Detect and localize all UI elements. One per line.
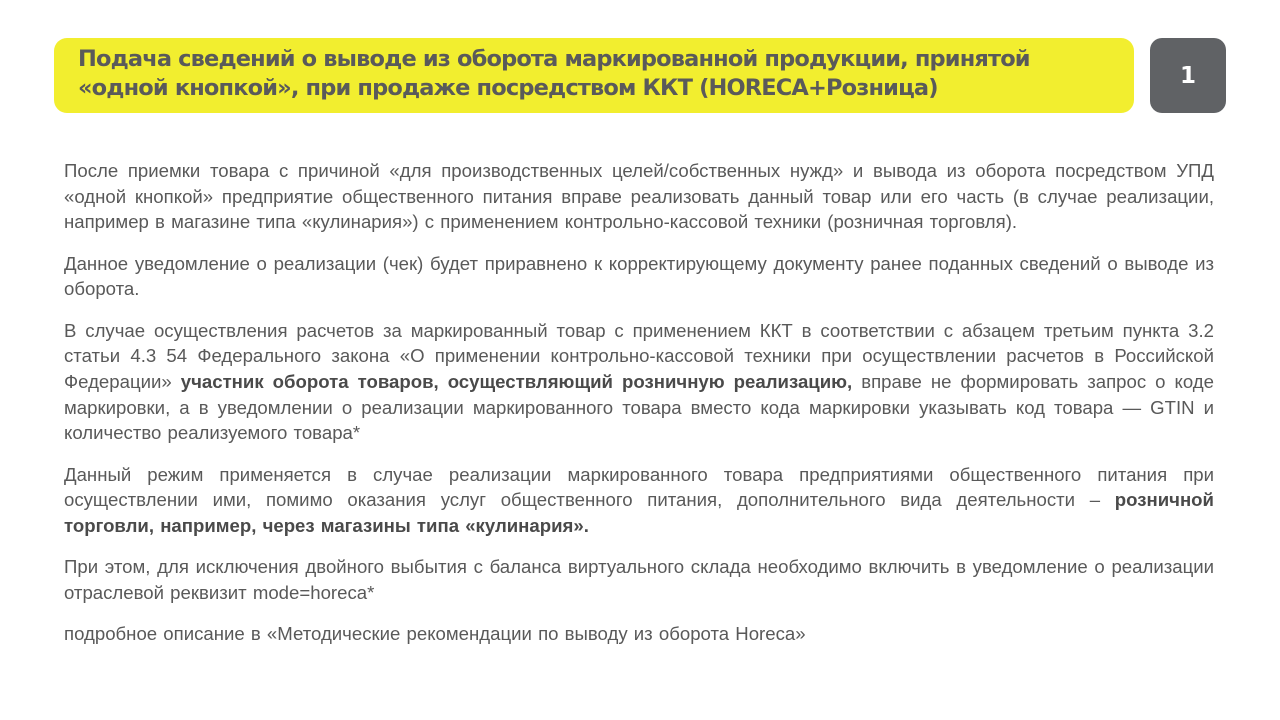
page-number-badge (1150, 38, 1226, 113)
paragraph-4 (64, 462, 1214, 539)
page-title-line-2: «одной кнопкой», при продаже посредством ККТ (HORECA+Розница) (78, 75, 938, 101)
paragraph-3-emphasis: участник оборота товаров, осуществляющий розничную реализацию, (180, 370, 853, 392)
paragraph-6: подробное описание в «Методические рекомендации по выводу из оборота Horeca» (64, 623, 806, 645)
page-title-line-1: Подача сведений о выводе из оборота маркированной продукции, принятой (78, 46, 1030, 72)
paragraph-3-text: В случае осуществления расчетов за маркированный товар с применением ККТ в соответствии с абзацем третьим пункта 3.2 статьи 4.3 54 Федерального закона «О применении контрольно-кассовой техники при осуществлении расчетов в Российской Федерации» (64, 319, 1214, 392)
paragraph-1: После приемки товара с причиной «для производственных целей/собственных нужд» и вывода из оборота посредством УПД «одной кнопкой» предприятие общественного питания вправе реализовать данный товар или его часть (в случае реализации, например в магазине типа «кулинария») с применением контрольно-кассовой техники (розничная торговля). (64, 160, 1214, 233)
paragraph-4-emphasis: розничной торговли, например, через магазины типа «кулинария». (64, 489, 1214, 536)
paragraph-3 (64, 318, 1214, 447)
title-banner (54, 38, 1134, 113)
body-text (64, 158, 1214, 662)
paragraph-2: Данное уведомление о реализации (чек) будет приравнено к корректирующему документу ранее поданных сведений о выводе из оборота. (64, 252, 1214, 300)
paragraph-4-text: Данный режим применяется в случае реализации маркированного товара предприятиями общественного питания при осуществлении ими, помимо оказания услуг общественного питания, дополнительного вида деятельности – (64, 463, 1214, 511)
paragraph-3-text-2: вправе не формировать запрос о коде маркировки, а в уведомлении о реализации маркированного товара вместо кода маркировки указывать код товара — GTIN и количество реализуемого товара* (64, 370, 1214, 444)
paragraph-5: При этом, для исключения двойного выбытия с баланса виртуального склада необходимо включить в уведомление о реализации отраслевой реквизит mode=horeca* (64, 556, 1214, 603)
page-number: 1 (1179, 62, 1196, 89)
